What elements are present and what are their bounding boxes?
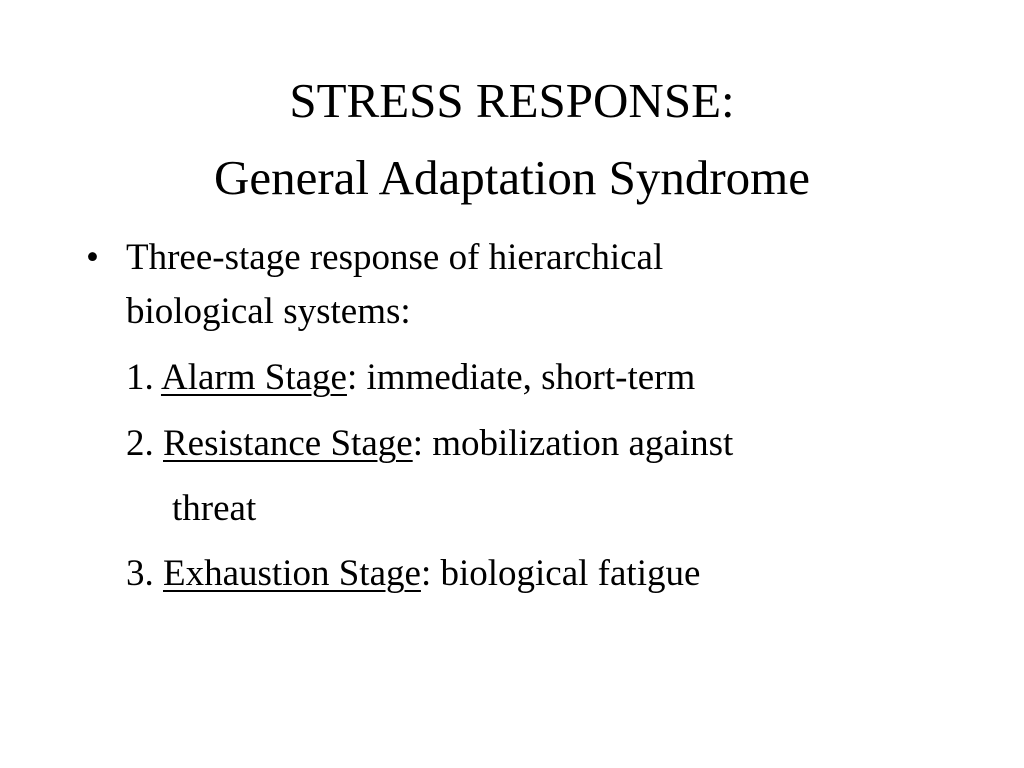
stage-number: 2. — [126, 423, 154, 464]
stage-item-exhaustion — [126, 552, 700, 596]
bullet-text-line-2: biological systems: — [126, 291, 411, 332]
stage-number: 1. — [126, 357, 154, 398]
bullet-marker: • — [86, 237, 99, 278]
title-line-2: General Adaptation Syndrome — [213, 150, 810, 205]
stage-name: Alarm Stage — [160, 357, 347, 398]
stage-item-alarm — [126, 356, 695, 400]
stage-description: : biological fatigue — [420, 553, 701, 594]
stage-description: : mobilization against — [412, 423, 734, 464]
stage-name: Exhaustion Stage — [163, 553, 421, 594]
stage-description: : immediate, short-term — [346, 357, 696, 398]
bullet-text-line-1: Three-stage response of hierarchical — [126, 237, 664, 278]
title-line-1: STRESS RESPONSE: — [289, 73, 735, 128]
stage-item-resistance — [126, 422, 733, 466]
stage-number: 3. — [126, 553, 154, 594]
stage-continuation: threat — [172, 488, 257, 529]
stage-name: Resistance Stage — [163, 423, 413, 464]
